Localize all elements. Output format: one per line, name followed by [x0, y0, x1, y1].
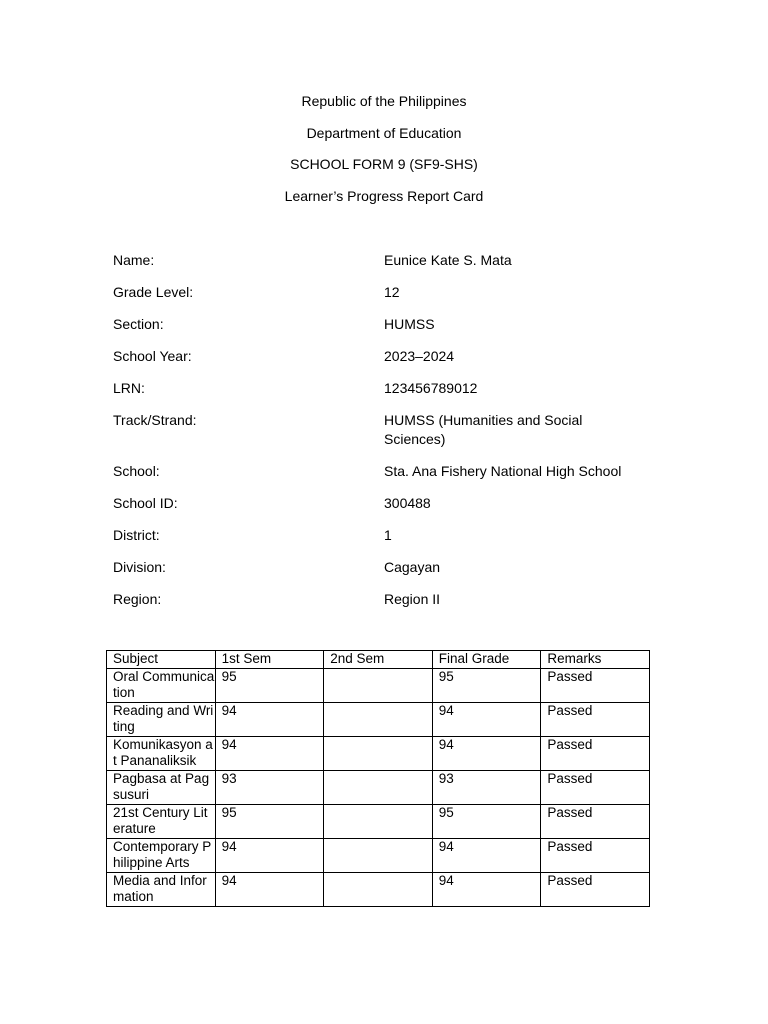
department-line: Department of Education	[306, 124, 462, 141]
info-value: HUMSS	[384, 316, 435, 332]
info-value: 1	[384, 527, 392, 543]
form-title: SCHOOL FORM 9 (SF9-SHS)	[290, 156, 478, 173]
first-sem-cell: 94	[215, 702, 324, 736]
grades-table	[106, 650, 650, 907]
subject-cell: Contemporary Philippine Arts	[107, 838, 216, 872]
second-sem-cell	[324, 702, 433, 736]
table-header-row	[107, 651, 650, 669]
info-label: Track/Strand:	[113, 412, 197, 428]
info-value: Region II	[384, 591, 441, 607]
final-grade-cell: 95	[432, 668, 541, 702]
info-row-school	[113, 462, 673, 481]
info-value: 300488	[384, 495, 431, 511]
final-grade-cell: 94	[432, 736, 541, 770]
first-sem-cell: 94	[215, 838, 324, 872]
report-title: Learner’s Progress Report Card	[284, 188, 484, 205]
header-cell-remarks: Remarks	[541, 651, 650, 669]
header-cell-final-grade: Final Grade	[432, 651, 541, 669]
header-cell-2nd-sem: 2nd Sem	[324, 651, 433, 669]
info-value: Sta. Ana Fishery National High School	[384, 463, 622, 479]
republic-line: Republic of the Philippines	[301, 93, 467, 109]
info-value: 123456789012	[384, 380, 478, 396]
remarks-cell: Passed	[541, 872, 650, 906]
subject-cell: Pagbasa at Pagsusuri	[107, 770, 216, 804]
table-row	[107, 770, 650, 804]
final-grade-cell: 94	[432, 702, 541, 736]
subject-cell: Media and Information	[107, 872, 216, 906]
second-sem-cell	[324, 804, 433, 838]
table-row	[107, 838, 650, 872]
second-sem-cell	[324, 668, 433, 702]
info-label: Grade Level:	[113, 284, 194, 300]
remarks-cell: Passed	[541, 668, 650, 702]
remarks-cell: Passed	[541, 736, 650, 770]
info-value: HUMSS (Humanities and Social Sciences)	[384, 412, 583, 447]
subject-cell: Oral Communication	[107, 668, 216, 702]
first-sem-cell: 95	[215, 668, 324, 702]
document-header	[0, 92, 768, 219]
first-sem-cell: 95	[215, 804, 324, 838]
subject-cell: Komunikasyon at Pananaliksik	[107, 736, 216, 770]
table-row	[107, 872, 650, 906]
info-row-school-id	[113, 494, 673, 513]
info-row-district	[113, 526, 673, 545]
info-label: Division:	[113, 559, 166, 575]
info-row-grade-level	[113, 283, 673, 302]
info-value: Cagayan	[384, 559, 441, 575]
info-label: District:	[113, 527, 160, 543]
info-value: 2023–2024	[384, 348, 455, 364]
remarks-cell: Passed	[541, 838, 650, 872]
final-grade-cell: 94	[432, 872, 541, 906]
final-grade-cell: 95	[432, 804, 541, 838]
info-row-school-year	[113, 347, 673, 366]
subject-cell: Reading and Writing	[107, 702, 216, 736]
final-grade-cell: 93	[432, 770, 541, 804]
second-sem-cell	[324, 736, 433, 770]
learner-info	[113, 251, 673, 622]
info-label: Region:	[113, 591, 162, 607]
header-cell-1st-sem: 1st Sem	[215, 651, 324, 669]
info-label: School ID:	[113, 495, 178, 511]
info-value: Eunice Kate S. Mata	[384, 252, 512, 268]
info-label: Section:	[113, 316, 164, 332]
first-sem-cell: 94	[215, 872, 324, 906]
info-row-track-strand	[113, 411, 673, 449]
info-row-section	[113, 315, 673, 334]
info-label: Name:	[113, 252, 155, 268]
header-cell-subject: Subject	[107, 651, 216, 669]
info-label: School Year:	[113, 348, 192, 364]
first-sem-cell: 93	[215, 770, 324, 804]
table-row	[107, 668, 650, 702]
info-row-division	[113, 558, 673, 577]
remarks-cell: Passed	[541, 804, 650, 838]
final-grade-cell: 94	[432, 838, 541, 872]
info-label: School:	[113, 463, 160, 479]
info-value: 12	[384, 284, 400, 300]
second-sem-cell	[324, 872, 433, 906]
table-row	[107, 702, 650, 736]
info-row-lrn	[113, 379, 673, 398]
table-row	[107, 804, 650, 838]
info-row-name	[113, 251, 673, 270]
first-sem-cell: 94	[215, 736, 324, 770]
info-label: LRN:	[113, 380, 145, 396]
remarks-cell: Passed	[541, 702, 650, 736]
second-sem-cell	[324, 838, 433, 872]
second-sem-cell	[324, 770, 433, 804]
info-row-region	[113, 590, 673, 609]
remarks-cell: Passed	[541, 770, 650, 804]
table-row	[107, 736, 650, 770]
subject-cell: 21st Century Literature	[107, 804, 216, 838]
